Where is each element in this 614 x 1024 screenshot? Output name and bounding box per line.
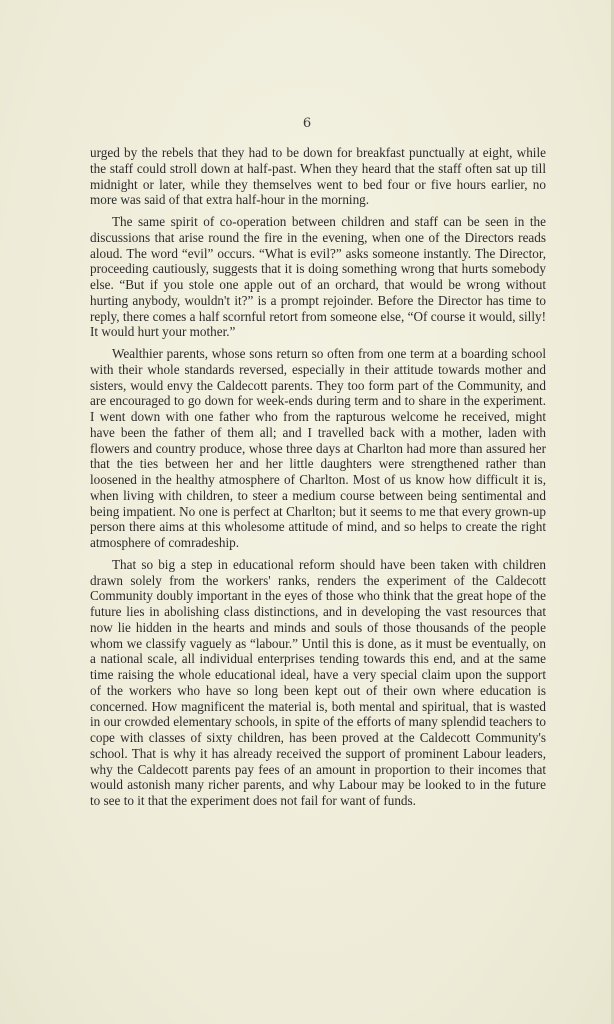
paragraph: Wealthier parents, whose sons return so often from one term at a boarding school with their whole standards reversed, especially in their attitude towards mother and sisters, would envy the Caldecott parents. They too form part of the Community, and are encouraged to go down for week-ends during term and to share in the experiment. I went down with one father who from the rapturous welcome he received, might have been the father of them all; and I travelled back with a mother, laden with flowers and country produce, whose three days at Charlton had more than assured her that the ties between her and her little daughters were strengthened rather than loosened in the healthy atmosphere of Charlton. Most of us know how difficult it is, when living with children, to steer a medium course between being sentimental and being impatient. No one is perfect at Charlton; but it seems to me that every grown-up person there aims at this wholesome attitude of mind, and so helps to create the right atmosphere of comradeship. (90, 346, 546, 550)
page-number: 6 (302, 116, 312, 131)
paragraph-continued: urged by the rebels that they had to be down for breakfast punctually at eight, while the staff could stroll down at half-past. When they heard that the staff often sat up till midnight or later, while they themselves went to bed four or five hours earlier, no more was said of that extra half-hour in the morning. (90, 145, 546, 208)
body-text (90, 145, 546, 815)
paragraph: That so big a step in educational reform should have been taken with children drawn solely from the workers' ranks, renders the experiment of the Caldecott Community doubly important in the eyes of those who think that the great hope of the future lies in abolishing class distinctions, and in developing the vast resources that now lie hidden in the hearts and minds and souls of those thousands of the people whom we classify vaguely as “labour.” Until this is done, as it must be eventually, on a national scale, all individual enterprises tending towards this end, and at the same time raising the whole educational ideal, have a very special claim upon the support of the workers who have so long been kept out of their own where education is concerned. How magnificent the material is, both mental and spiritual, that is wasted in our crowded elementary schools, in spite of the efforts of many splendid teachers to cope with classes of sixty children, has been proved at the Caldecott Community's school. That is why it has already received the support of prominent Labour leaders, why the Caldecott parents pay fees of an amount in proportion to their incomes that would astonish many richer parents, and why Labour may be looked to in the future to see to it that the experiment does not fail for want of funds. (90, 556, 546, 808)
paragraph: The same spirit of co-operation between children and staff can be seen in the discussions that arise round the fire in the evening, when one of the Directors reads aloud. The word “evil” occurs. “What is evil?” asks someone instantly. The Director, proceeding cautiously, suggests that it is doing something wrong that hurts somebody else. “But if you stole one apple out of an orchard, that would be wrong without hurting anybody, wouldn't it?” is a prompt rejoinder. Before the Director has time to reply, there comes a half scornful retort from someone else, “Of course it would, silly! It would hurt your mother.” (90, 214, 546, 340)
